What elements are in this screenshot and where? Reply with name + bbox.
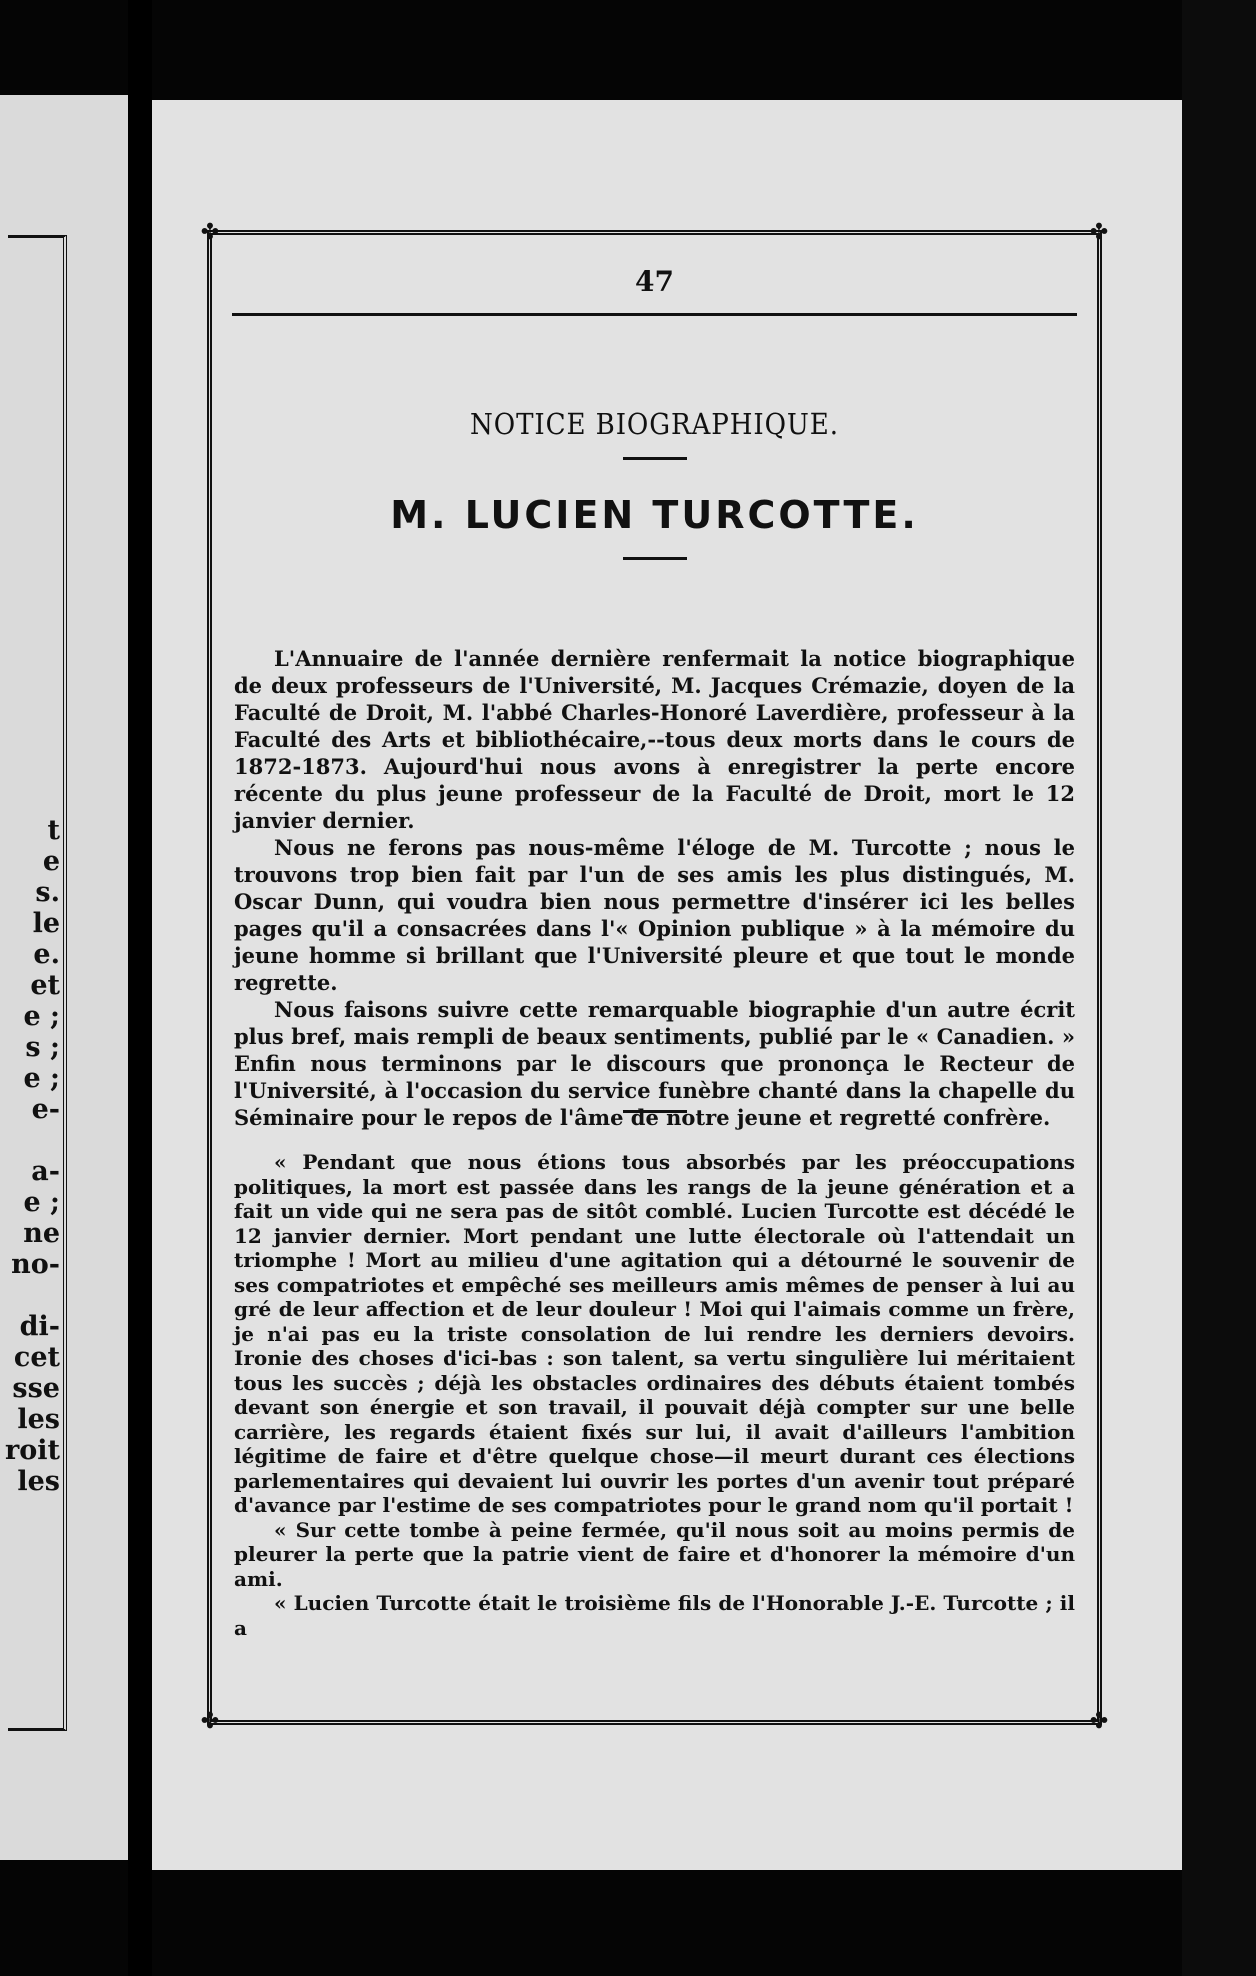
left-line-fragment: s ; xyxy=(25,1032,60,1063)
left-line-fragment: di- xyxy=(19,1311,60,1342)
left-line-fragment: les xyxy=(17,1466,60,1497)
paragraph: L'Annuaire de l'année dernière renfermait la notice biographique de deux professeurs de l'Université, M. Jacques Crémazie, doyen de la Faculté de Droit, M. l'abbé Charles-Honoré Laverdière, professeur à la Faculté des Arts et bibliothécaire,--tous deux morts dans le cours de 1872-1873. Aujourd'hui nous avons à enregistrer la perte encore récente du plus jeune professeur de la Faculté de Droit, mort le 12 janvier dernier. xyxy=(234,646,1075,833)
paragraph: Nous ne ferons pas nous-même l'éloge de M. Turcotte ; nous le trouvons trop bien fait par l'un de ses amis les plus distingués, M. Oscar Dunn, qui voudra bien nous permettre d'insérer ici les belles pages qu'il a consacrées dans l'« Opinion publique » à la mémoire du jeune homme si brillant que l'Université pleure et que tout le monde regrette. xyxy=(234,835,1075,995)
left-line-fragment: roit xyxy=(5,1435,60,1466)
corner-ornament-icon: ✤ xyxy=(1089,1709,1109,1734)
divider xyxy=(623,557,687,560)
intro-text xyxy=(234,645,1075,1131)
book-edge-shadow xyxy=(1182,0,1256,1976)
left-page-text-fragments xyxy=(0,815,60,1497)
left-line-fragment: les xyxy=(17,1404,60,1435)
left-line-fragment: e- xyxy=(31,1094,60,1125)
left-line-fragment: sse xyxy=(12,1373,60,1404)
divider xyxy=(623,1110,687,1113)
paragraph: « Lucien Turcotte était le troisième fils de l'Honorable J.-E. Turcotte ; il a xyxy=(234,1591,1075,1640)
left-line-fragment: cet xyxy=(13,1342,60,1373)
left-line-fragment: a- xyxy=(31,1156,60,1187)
left-line-fragment xyxy=(0,1280,60,1311)
paragraph: « Sur cette tombe à peine fermée, qu'il nous soit au moins permis de pleurer la perte que la patrie vient de faire et d'honorer la mémoire d'un ami. xyxy=(234,1517,1075,1591)
left-line-fragment: e ; xyxy=(23,1001,60,1032)
page-border xyxy=(200,220,1109,1734)
left-line-fragment: no- xyxy=(11,1249,60,1280)
left-line-fragment: et xyxy=(30,970,60,1001)
paragraph: « Pendant que nous étions tous absorbés par les préoccupations politiques, la mort est passée dans les rangs de la jeune génération et a fait un vide qui ne sera pas de sitôt comblé. Lucien Turcotte est décédé le 12 janvier dernier. Mort pendant une lutte électorale où l'attendait un triomphe ! Mort au milieu d'une agitation qui a détourné le souvenir de ses compatriotes et empêché ses meilleurs amis mêmes de penser à lui au gré de leur affection et de leur douleur ! Moi qui l'aimais comme un frère, je n'ai pas eu la triste consolation de lui rendre les derniers devoirs. Ironie des choses d'ici-bas : son talent, sa vertu singulière lui méritaient tous les succès ; déjà les obstacles ordinaires des débuts étaient tombés devant son énergie et son travail, il pouvait déjà compter sur une belle carrière, les regards étaient fixés sur lui, il avait d'ailleurs l'ambition légitime de faire et d'être quelque chose—il meurt durant ces élections parlementaires qui devaient lui ouvrir les portes d'un avenir tout préparé d'avance par l'estime de ses compatriotes pour le grand nom qu'il portait ! xyxy=(234,1150,1075,1517)
book-page xyxy=(152,100,1182,1870)
left-line-fragment: t xyxy=(47,815,60,846)
left-line-fragment: e ; xyxy=(23,1063,60,1094)
quoted-biography xyxy=(234,1150,1075,1640)
header-rule xyxy=(232,313,1077,316)
section-heading: NOTICE BIOGRAPHIQUE. xyxy=(470,407,839,441)
page-number: 47 xyxy=(635,265,674,298)
left-line-fragment: s. xyxy=(35,877,60,908)
book-gutter xyxy=(128,0,152,1976)
article-title: M. LUCIEN TURCOTTE. xyxy=(390,493,919,537)
divider xyxy=(623,457,687,460)
left-line-fragment: ne xyxy=(23,1218,60,1249)
left-line-fragment: e xyxy=(42,846,60,877)
left-line-fragment xyxy=(0,1125,60,1156)
corner-ornament-icon: ✤ xyxy=(1089,220,1109,245)
corner-ornament-icon: ✤ xyxy=(200,220,220,245)
paragraph: Nous faisons suivre cette remarquable biographie d'un autre écrit plus bref, mais rempli de beaux sentiments, publié par le « Canadien. » Enfin nous terminons par le discours que prononça le Recteur de l'Université, à l'occasion du service funèbre chanté dans la chapelle du Séminaire pour le repos de l'âme de notre jeune et regretté confrère. xyxy=(234,997,1075,1130)
left-page-edge xyxy=(0,95,128,1860)
left-line-fragment: e ; xyxy=(23,1187,60,1218)
left-line-fragment: e. xyxy=(33,939,60,970)
corner-ornament-icon: ✤ xyxy=(200,1709,220,1734)
left-line-fragment: le xyxy=(32,908,60,939)
